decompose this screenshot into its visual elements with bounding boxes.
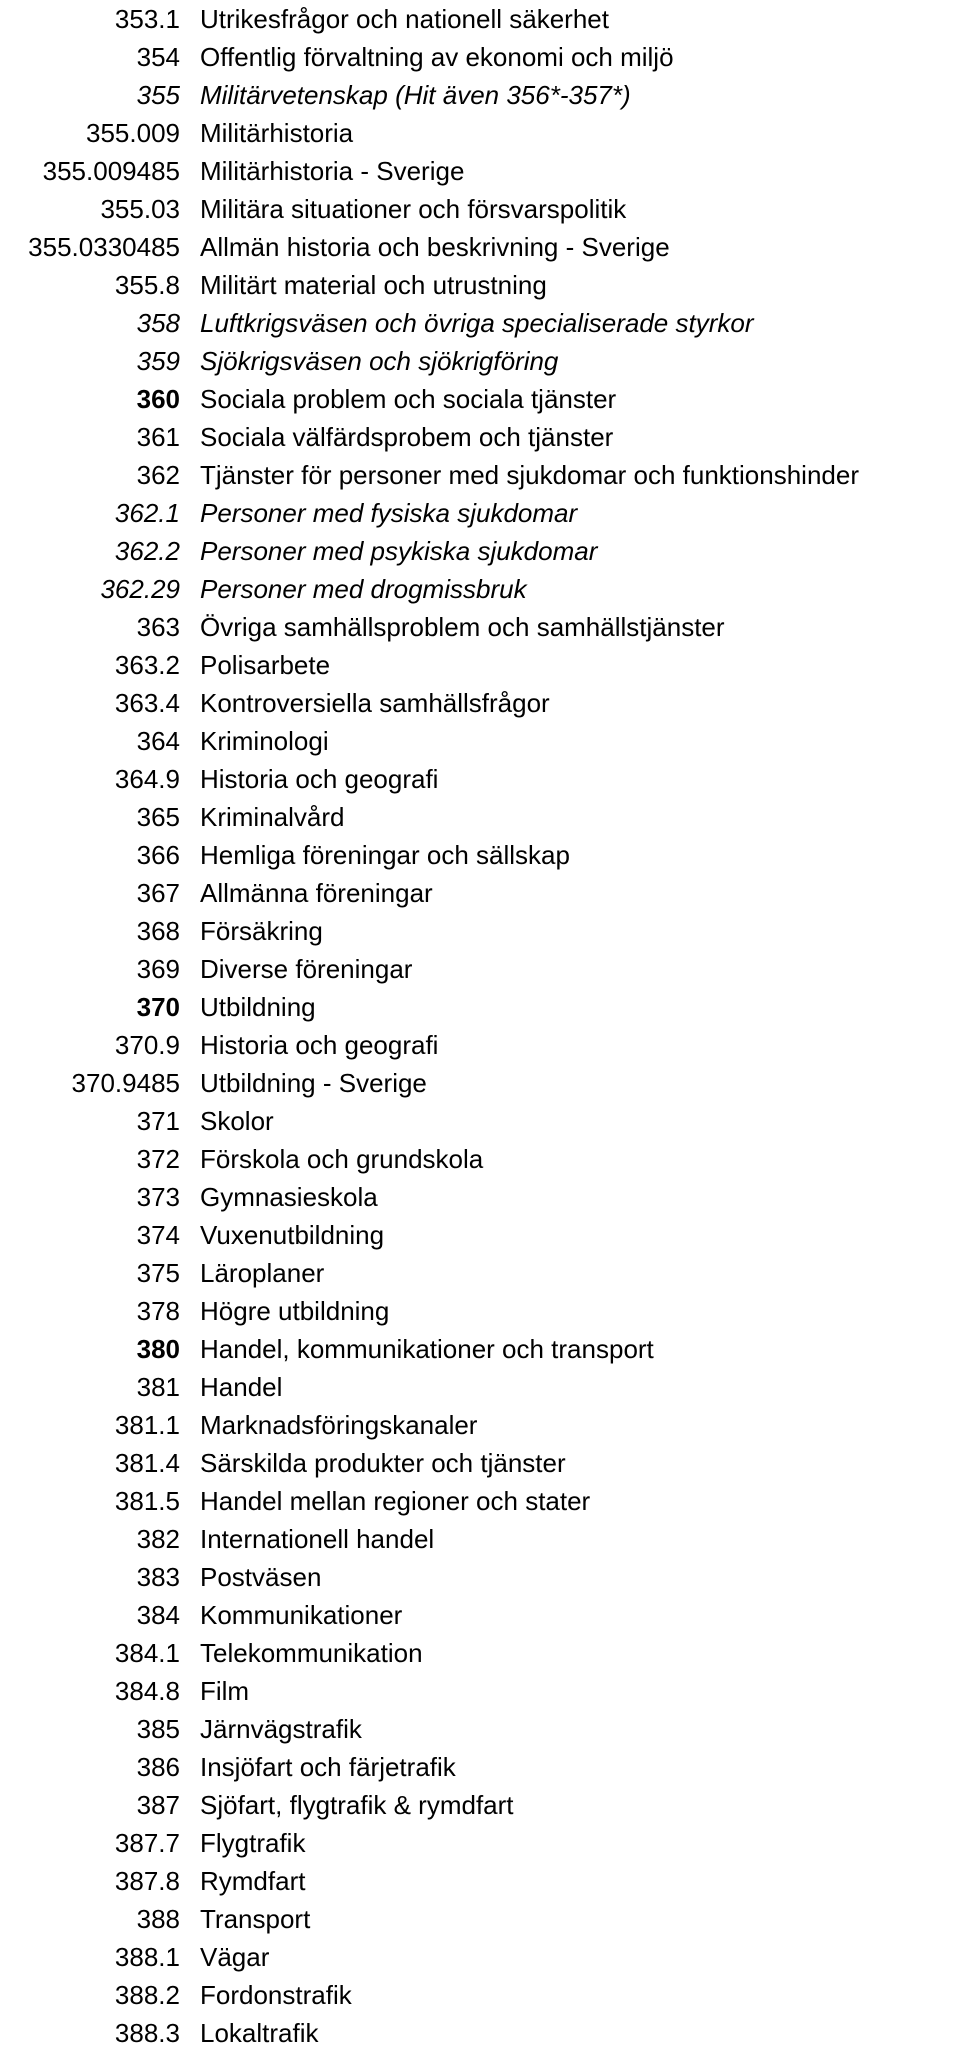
- classification-label: Utbildning: [200, 992, 316, 1022]
- classification-code: 370: [136, 992, 180, 1022]
- classification-label: Sociala välfärdsprobem och tjänster: [200, 422, 614, 452]
- classification-code: 387: [136, 1790, 180, 1820]
- list-item: [0, 988, 960, 1026]
- classification-code: 355: [136, 80, 180, 110]
- classification-label: Utrikesfrågor och nationell säkerhet: [200, 4, 609, 34]
- classification-code: 384.8: [114, 1676, 180, 1706]
- list-item: [0, 1900, 960, 1938]
- list-item: [0, 1710, 960, 1748]
- classification-code: 372: [136, 1144, 180, 1174]
- list-item: [0, 418, 960, 456]
- list-item: [0, 380, 960, 418]
- classification-label: Militära situationer och försvarspolitik: [200, 194, 627, 224]
- classification-label: Järnvägstrafik: [200, 1714, 362, 1744]
- list-item: [0, 684, 960, 722]
- classification-code: 368: [136, 916, 180, 946]
- list-item: [0, 912, 960, 950]
- classification-code: 381.4: [114, 1448, 180, 1478]
- list-item: [0, 950, 960, 988]
- classification-label: Hemliga föreningar och sällskap: [200, 840, 570, 870]
- classification-label: Historia och geografi: [200, 764, 439, 794]
- list-item: [0, 1786, 960, 1824]
- classification-code: 370.9485: [71, 1068, 180, 1098]
- classification-label: Försäkring: [200, 916, 323, 946]
- classification-code: 370.9: [114, 1030, 180, 1060]
- classification-label: Transport: [200, 1904, 311, 1934]
- classification-code: 361: [136, 422, 180, 452]
- classification-label: Handel, kommunikationer och transport: [200, 1334, 654, 1364]
- classification-code: 387.8: [114, 1866, 180, 1896]
- classification-code: 383: [136, 1562, 180, 1592]
- list-item: [0, 1330, 960, 1368]
- classification-code: 387.7: [114, 1828, 180, 1858]
- classification-label: Kommunikationer: [200, 1600, 403, 1630]
- list-item: [0, 570, 960, 608]
- classification-label: Personer med fysiska sjukdomar: [200, 498, 578, 528]
- classification-code: 365: [136, 802, 180, 832]
- list-item: [0, 2014, 960, 2052]
- classification-code: 381.5: [114, 1486, 180, 1516]
- classification-code: 354: [136, 42, 180, 72]
- classification-label: Personer med psykiska sjukdomar: [200, 536, 598, 566]
- classification-label: Allmän historia och beskrivning - Sverige: [200, 232, 670, 262]
- classification-code: 362.1: [114, 498, 180, 528]
- classification-code: 363.2: [114, 650, 180, 680]
- classification-code: 384: [136, 1600, 180, 1630]
- classification-code: 382: [136, 1524, 180, 1554]
- list-item: [0, 494, 960, 532]
- classification-label: Militärhistoria: [200, 118, 354, 148]
- classification-label: Luftkrigsväsen och övriga specialiserade styrkor: [200, 308, 754, 338]
- list-item: [0, 1748, 960, 1786]
- list-item: [0, 152, 960, 190]
- classification-code: 358: [136, 308, 180, 338]
- classification-code: 362: [136, 460, 180, 490]
- list-item: [0, 760, 960, 798]
- list-item: [0, 1482, 960, 1520]
- classification-label: Sjökrigsväsen och sjökrigföring: [200, 346, 559, 376]
- classification-code: 355.8: [114, 270, 180, 300]
- classification-label: Polisarbete: [200, 650, 331, 680]
- classification-label: Marknadsföringskanaler: [200, 1410, 478, 1440]
- classification-code: 360: [136, 384, 180, 414]
- list-item: [0, 76, 960, 114]
- list-item: [0, 190, 960, 228]
- classification-code: 388: [136, 1904, 180, 1934]
- classification-label: Gymnasieskola: [200, 1182, 378, 1212]
- list-item: [0, 836, 960, 874]
- classification-code: 364.9: [114, 764, 180, 794]
- list-item: [0, 646, 960, 684]
- list-item: [0, 1634, 960, 1672]
- list-item: [0, 228, 960, 266]
- classification-code: 363.4: [114, 688, 180, 718]
- list-item: [0, 1558, 960, 1596]
- list-item: [0, 1368, 960, 1406]
- classification-label: Offentlig förvaltning av ekonomi och miljö: [200, 42, 674, 72]
- list-item: [0, 1140, 960, 1178]
- list-item: [0, 38, 960, 76]
- classification-code: 355.03: [100, 194, 180, 224]
- classification-code: 384.1: [114, 1638, 180, 1668]
- classification-label: Telekommunikation: [200, 1638, 423, 1668]
- list-item: [0, 1862, 960, 1900]
- classification-code: 381.1: [114, 1410, 180, 1440]
- list-item: [0, 608, 960, 646]
- classification-label: Militärhistoria - Sverige: [200, 156, 465, 186]
- list-item: [0, 1520, 960, 1558]
- classification-label: Tjänster för personer med sjukdomar och funktionshinder: [200, 460, 859, 490]
- classification-code: 371: [136, 1106, 180, 1136]
- classification-code: 375: [136, 1258, 180, 1288]
- classification-code: 355.0330485: [28, 232, 180, 262]
- list-item: [0, 874, 960, 912]
- classification-code: 367: [136, 878, 180, 908]
- list-item: [0, 1976, 960, 2014]
- classification-code: 364: [136, 726, 180, 756]
- list-item: [0, 1938, 960, 1976]
- classification-code: 388.3: [114, 2018, 180, 2048]
- classification-label: Internationell handel: [200, 1524, 435, 1554]
- classification-code: 366: [136, 840, 180, 870]
- list-item: [0, 114, 960, 152]
- list-item: [0, 1672, 960, 1710]
- classification-label: Handel: [200, 1372, 283, 1402]
- list-item: [0, 342, 960, 380]
- classification-label: Lokaltrafik: [200, 2018, 319, 2048]
- classification-label: Handel mellan regioner och stater: [200, 1486, 591, 1516]
- list-item: [0, 1064, 960, 1102]
- classification-label: Vägar: [200, 1942, 270, 1972]
- classification-label: Fordonstrafik: [200, 1980, 352, 2010]
- list-item: [0, 1026, 960, 1064]
- classification-label: Militärt material och utrustning: [200, 270, 547, 300]
- classification-label: Förskola och grundskola: [200, 1144, 484, 1174]
- classification-label: Militärvetenskap (Hit även 356*-357*): [200, 80, 631, 110]
- classification-label: Läroplaner: [200, 1258, 325, 1288]
- classification-label: Kontroversiella samhällsfrågor: [200, 688, 550, 718]
- classification-label: Vuxenutbildning: [200, 1220, 385, 1250]
- classification-label: Sjöfart, flygtrafik & rymdfart: [200, 1790, 514, 1820]
- list-item: [0, 1254, 960, 1292]
- classification-label: Film: [200, 1676, 250, 1706]
- classification-code: 378: [136, 1296, 180, 1326]
- list-item: [0, 1292, 960, 1330]
- classification-label: Särskilda produkter och tjänster: [200, 1448, 566, 1478]
- classification-label: Historia och geografi: [200, 1030, 439, 1060]
- list-item: [0, 1178, 960, 1216]
- list-item: [0, 1216, 960, 1254]
- classification-label: Skolor: [200, 1106, 274, 1136]
- classification-label: Diverse föreningar: [200, 954, 413, 984]
- list-item: [0, 1102, 960, 1140]
- list-item: [0, 304, 960, 342]
- classification-code: 374: [136, 1220, 180, 1250]
- classification-label: Kriminologi: [200, 726, 329, 756]
- classification-label: Flygtrafik: [200, 1828, 306, 1858]
- classification-code: 362.29: [100, 574, 180, 604]
- classification-code: 380: [136, 1334, 180, 1364]
- list-item: [0, 266, 960, 304]
- classification-label: Utbildning - Sverige: [200, 1068, 427, 1098]
- classification-code: 362.2: [114, 536, 180, 566]
- classification-code: 355.009: [86, 118, 180, 148]
- classification-code: 388.2: [114, 1980, 180, 2010]
- list-item: [0, 798, 960, 836]
- classification-code: 369: [136, 954, 180, 984]
- classification-code: 385: [136, 1714, 180, 1744]
- classification-code: 381: [136, 1372, 180, 1402]
- classification-label: Postväsen: [200, 1562, 322, 1592]
- classification-label: Sociala problem och sociala tjänster: [200, 384, 617, 414]
- classification-code: 386: [136, 1752, 180, 1782]
- list-item: [0, 456, 960, 494]
- classification-label: Högre utbildning: [200, 1296, 390, 1326]
- classification-code: 373: [136, 1182, 180, 1212]
- list-item: [0, 1406, 960, 1444]
- classification-label: Allmänna föreningar: [200, 878, 433, 908]
- classification-label: Övriga samhällsproblem och samhällstjänster: [200, 612, 725, 642]
- classification-code: 388.1: [114, 1942, 180, 1972]
- list-item: [0, 0, 960, 38]
- classification-code: 359: [136, 346, 180, 376]
- classification-label: Rymdfart: [200, 1866, 306, 1896]
- classification-code: 355.009485: [42, 156, 180, 186]
- classification-code: 363: [136, 612, 180, 642]
- classification-label: Kriminalvård: [200, 802, 345, 832]
- classification-label: Personer med drogmissbruk: [200, 574, 527, 604]
- list-item: [0, 722, 960, 760]
- classification-label: Insjöfart och färjetrafik: [200, 1752, 456, 1782]
- list-item: [0, 1596, 960, 1634]
- list-item: [0, 1444, 960, 1482]
- list-item: [0, 1824, 960, 1862]
- list-item: [0, 532, 960, 570]
- classification-code: 353.1: [114, 4, 180, 34]
